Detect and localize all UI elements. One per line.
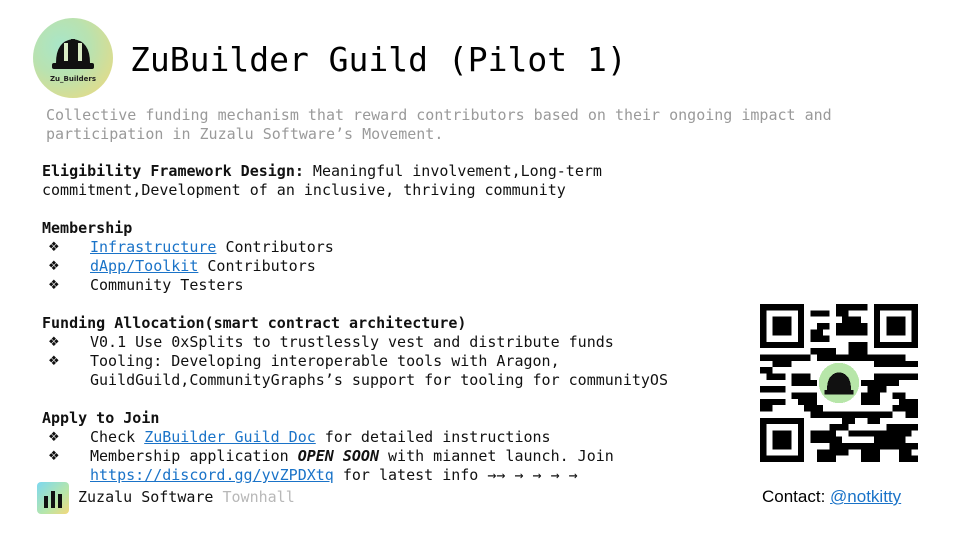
infrastructure-link[interactable]: Infrastructure [90,238,217,256]
membership-heading: Membership [42,219,133,237]
funding-heading: Funding Allocation(smart contract architecture) [42,314,467,332]
bullet-icon: ❖ [48,278,60,293]
apply-heading: Apply to Join [42,409,160,427]
bullet-icon: ❖ [48,449,60,464]
eligibility-label: Eligibility Framework Design: [42,162,304,180]
list-item: ❖ Tooling: Developing interoperable tools with Aragon, GuildGuild,CommunityGraphs’s support for tooling for communityOS [42,352,722,390]
list-item: ❖ dApp/Toolkit Contributors [42,257,722,276]
logo-caption: Zu_Builders [49,75,97,83]
open-soon-text: OPEN SOON [297,447,379,465]
list-item: ❖ V0.1 Use 0xSplits to trustlessly vest and distribute funds [42,333,722,352]
list-item: ❖ Community Testers [42,276,722,295]
bullet-icon: ❖ [48,335,60,350]
guild-doc-link[interactable]: ZuBuilder Guild Doc [144,428,316,446]
bullet-icon: ❖ [48,259,60,274]
bullet-icon: ❖ [48,354,60,369]
contact-handle-link[interactable]: @notkitty [830,487,902,506]
page-subtitle: Collective funding mechanism that reward contributors based on their ongoing impact and participation in Zuzalu Software’s Movement. [46,106,832,143]
eligibility-paragraph [42,162,722,200]
dapp-toolkit-link[interactable]: dApp/Toolkit [90,257,199,275]
list-item: ❖ Infrastructure Contributors [42,238,722,257]
list-item: ❖ Membership application OPEN SOON with miannet launch. Join https://discord.gg/yvZPDXtq for latest info →→ → → → → [42,447,722,485]
bullet-icon: ❖ [48,430,60,445]
eligibility-text: Meaningful involvement,Long-term commitment,Development of an inclusive, thriving community [42,162,602,199]
zuzalu-software-logo-icon [37,482,69,514]
qr-code-icon[interactable] [760,303,918,463]
hard-hat-logo-icon [50,33,96,73]
footer-title: Zuzalu Software Townhall [78,488,295,506]
bullet-icon: ❖ [48,240,60,255]
main-content [42,162,722,485]
page-title: ZuBuilder Guild (Pilot 1) [130,40,627,79]
contact-line: Contact: @notkitty [762,487,902,506]
list-item: ❖ Check ZuBuilder Guild Doc for detailed instructions [42,428,722,447]
zu-builders-logo [33,18,113,98]
discord-link[interactable]: https://discord.gg/yvZPDXtq [90,466,334,484]
